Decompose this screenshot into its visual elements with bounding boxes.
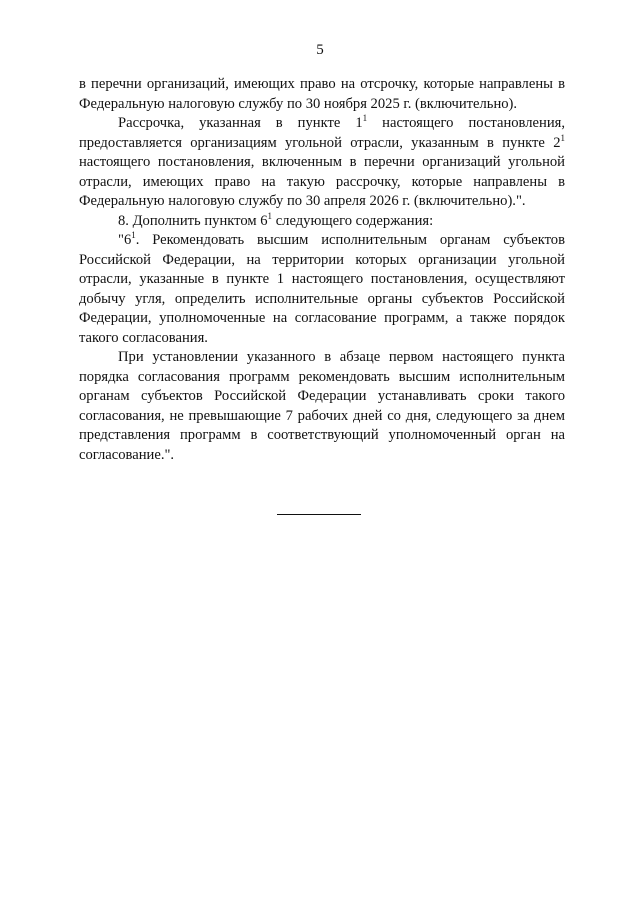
paragraph	[79, 231, 565, 348]
paragraph	[79, 348, 565, 465]
text-run: Рассрочка, указанная в пункте 1	[118, 115, 363, 131]
text-run: 8. Дополнить пунктом 6	[118, 212, 268, 229]
text-run: настоящего постановления, включенным в перечни организаций угольной отрасли, имеющих право на такую рассрочку, которые направлены в Федеральную налоговую службу по 30 апреля 2026 г. (включительно).".	[79, 154, 565, 209]
text-run: . Рекомендовать высшим исполнительным органам субъектов Российской Федерации, на территории которых организации угольной отрасли, указанные в пункте 1 настоящего постановления, осуществляют добычу угля, определить исполнительные органы субъектов Российской Федерации, уполномоченные на согласование программ, а также порядок такого согласования.	[79, 232, 565, 346]
text-run: "6	[118, 232, 132, 248]
page-number: 5	[316, 42, 324, 58]
text-run: При установлении указанного в абзаце первом настоящего пункта порядка согласования программ рекомендовать высшим исполнительным органам субъектов Российской Федерации устанавливать сроки такого согласования, не превышающие 7 рабочих дней со дня, следующего за днем представления программ в соответствующий уполномоченный орган на согласование.".	[79, 349, 565, 463]
document-body	[79, 75, 565, 465]
text-run: в перечни организаций, имеющих право на отсрочку, которые направлены в Федеральную налоговую службу по 30 ноября 2025 г. (включительно).	[79, 76, 565, 112]
superscript-index: 1	[267, 210, 273, 221]
text-run: настоящего постановления, предоставляется организациям угольной отрасли, указанным в пункте 2	[79, 115, 565, 151]
paragraph	[79, 75, 565, 114]
end-of-text-rule	[277, 514, 361, 515]
superscript-index: 1	[362, 113, 368, 123]
paragraph	[79, 212, 565, 232]
text-run: следующего содержания:	[272, 212, 434, 229]
superscript-index: 1	[560, 132, 565, 143]
paragraph	[79, 114, 565, 212]
superscript-index: 1	[131, 230, 136, 240]
